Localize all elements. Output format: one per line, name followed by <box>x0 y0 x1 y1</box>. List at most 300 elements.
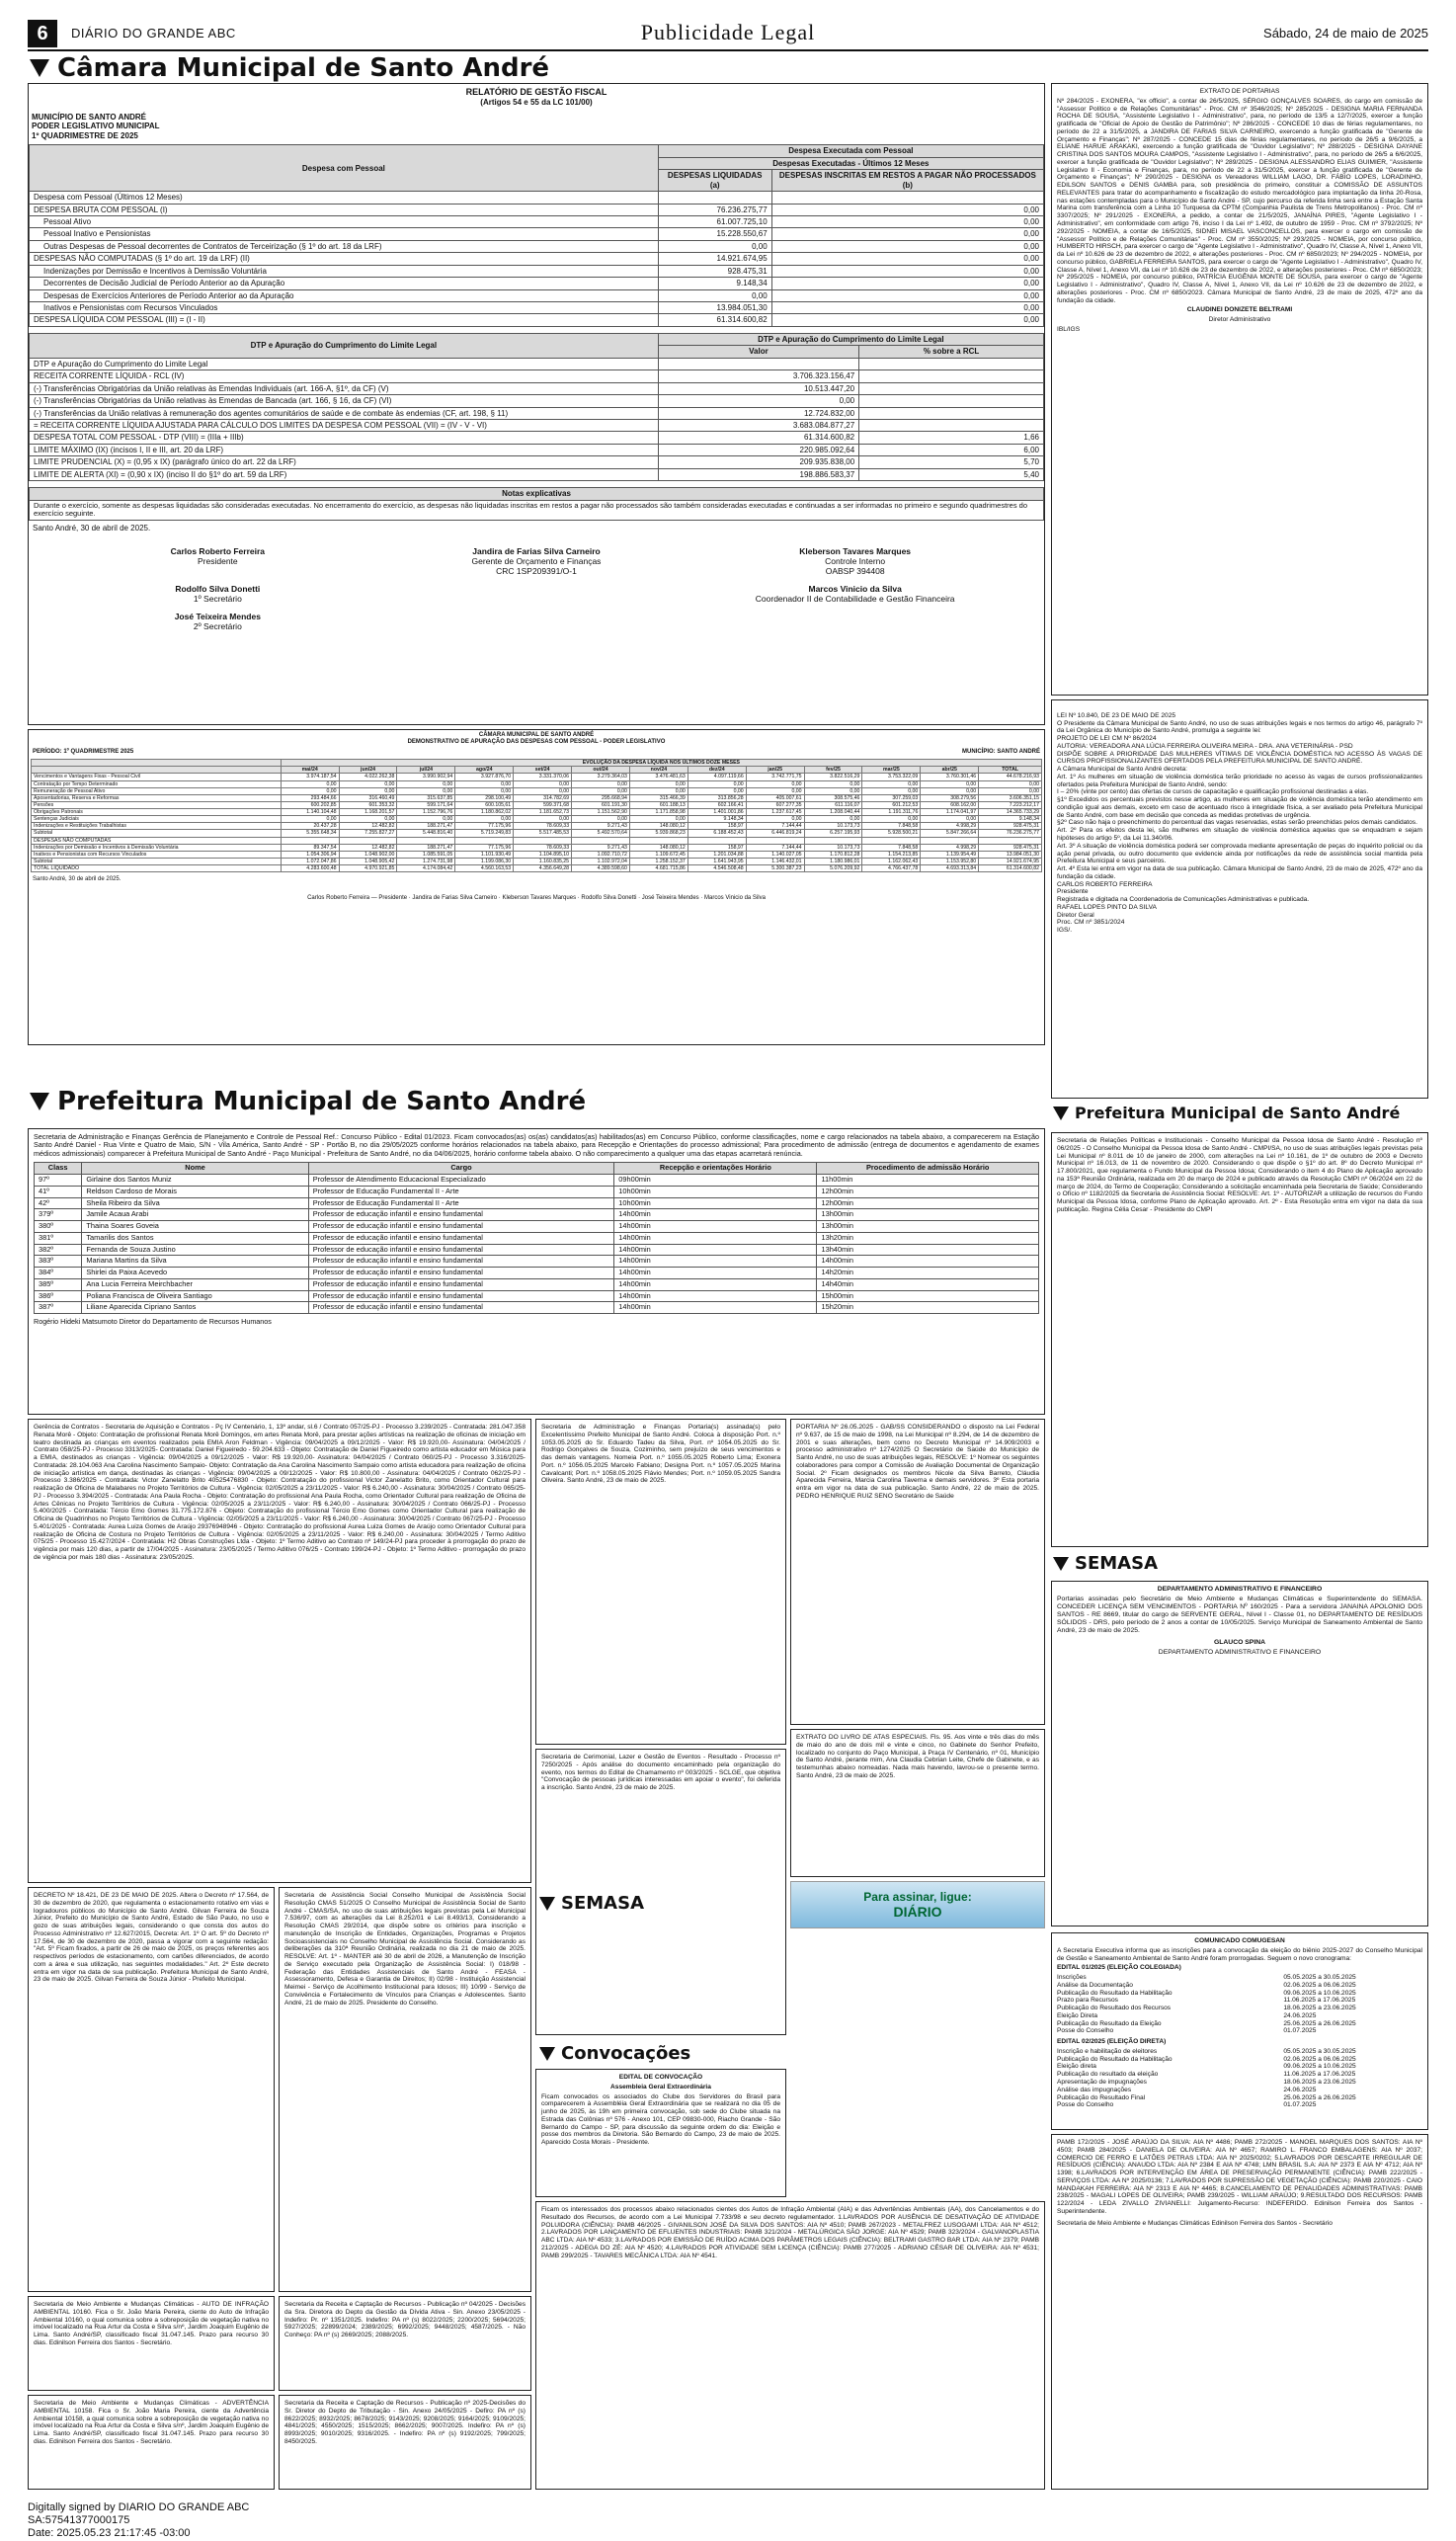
monthly-cell: 78.609,33 <box>514 823 572 830</box>
monthly-cell <box>629 837 688 844</box>
monthly-cell: 1.152.796,76 <box>397 809 455 816</box>
monthly-cell: 1.140.027,05 <box>746 851 804 858</box>
month-head-label <box>32 767 282 774</box>
assistencia-text: Secretaria de Assistência Social Conselho Municipal de Assistência Social Resolução CMAS 51/2025 O Conselho Municipal de Assistência Social de Santo André - CMAS/SA, no uso de suas atribuições legais previstas pela Lei Municipal 7.536/97, com as alterações da Lei 8.252/01 e Lei 8.493/13, Considerando a Resolução CMAS 29/2014, que dispõe sobre os critérios para inscrição e manutenção de Inscrição de Entidades, Organizações, Programas e Projetos Socioassistenciais no Conselho Municipal de Assistência Social. Considerando as deliberações da 310ª Reunião Ordinária, realizada no dia 21 de maio de 2025. RESOLVE: Art. 1º - MANTER até 30 de abril de 2026, a Manutenção de Inscrição de Serviço executado pela Organização de Assistência Social: I) 018/98 - Federação das Entidades Assistenciais de Santo André - FEASA - Assessoramento, Defesa e Garantia de Direitos; II) 02/98 - Instituição Assistencial Meimei - Serviço de Acolhimento Institucional para Idosos; III) 10/99 - Serviço de Convivência e Fortalecimento de Vínculos para Crianças e Adolescentes. Santo André, 21 de maio de 2025. Presidente do Conselho. <box>284 1892 526 2007</box>
monthly-cell: 1.191.311,76 <box>862 809 921 816</box>
month-head: jan/25 <box>746 767 804 774</box>
monthly-cell: 0,00 <box>281 787 339 794</box>
convoc-cell: 14h00min <box>614 1244 817 1256</box>
rgf-row <box>30 215 1044 227</box>
monthly-row-label: Aposentadorias, Reserva e Reformas <box>32 794 282 801</box>
signature-block <box>68 612 367 631</box>
rgf-row <box>30 278 1044 289</box>
monthly-cell: 5.492.570,64 <box>572 830 630 837</box>
monthly-cell: 0,00 <box>455 816 514 823</box>
schedule-row <box>1057 1990 1422 1998</box>
monthly-cell: 5.939.868,23 <box>629 830 688 837</box>
rgf-place-date: Santo André, 30 de abril de 2025. <box>33 524 151 533</box>
rgf-subtitle: (Artigos 54 e 55 da LC 101/00) <box>480 97 593 107</box>
convoc-cell: 386º <box>35 1290 82 1302</box>
month-head: nov/24 <box>629 767 688 774</box>
schedule-date: 09.06.2025 a 10.06.2025 <box>1283 1989 1356 1997</box>
schedule-row <box>1057 2094 1422 2102</box>
monthly-row <box>32 844 1042 851</box>
monthly-cell: 5.928.500,21 <box>862 830 921 837</box>
convoc-cell: 10h00min <box>614 1197 817 1209</box>
monthly-cell: 188.271,47 <box>397 844 455 851</box>
monthly-row <box>32 830 1042 837</box>
monthly-cell: 158,97 <box>688 823 746 830</box>
convoc-cell: 14h00min <box>614 1278 817 1290</box>
convoc-cell: 14h00min <box>614 1221 817 1233</box>
dtp-row-label: (-) Transferências da União relativas à remuneração dos agentes comunitários de saúde e de combate às endemias (CF, art. 198, § 11) <box>30 407 659 419</box>
monthly-cell: 188.271,47 <box>397 823 455 830</box>
convoc-cell: Ana Lucia Ferreira Meirchbacher <box>82 1278 308 1290</box>
convoc-cell: 383º <box>35 1256 82 1268</box>
gerencia-contratos <box>28 1419 531 1883</box>
monthly-row <box>32 823 1042 830</box>
convoc-cell: 385º <box>35 1278 82 1290</box>
rgf-row-restos: 0,00 <box>771 314 1043 326</box>
schedule-row <box>1057 1974 1422 1982</box>
convoc-row <box>35 1197 1039 1209</box>
dtp-row-percent <box>859 370 1044 382</box>
dtp-row-value: 3.683.084.877,27 <box>658 419 858 431</box>
schedule-date: 11.06.2025 a 17.06.2025 <box>1283 1997 1356 2005</box>
signature-role: Coordenador II de Contabilidade e Gestão Financeira <box>755 593 955 604</box>
monthly-cell: 1.641.943,95 <box>688 858 746 864</box>
rgf-row-liquidadas <box>658 192 771 204</box>
monthly-cell: 1.201.034,88 <box>688 851 746 858</box>
assistencia-social <box>279 1887 531 2292</box>
comunicado-comugesan: COMUNICADO COMUGESAN A Secretaria Executiva informa que as inscrições para a convocação da eleição do biênio 2025-2027 do Conselho Municipal de Gestão e Saneamento Ambiental de Santo André foram prorrogadas. Seguem o novo cronograma: EDITAL 01/2025 (ELEIÇÃO COLEGIADA) Inscrições 05.05.2025 a 30.05.2025 Análise da Documentação 02.06.2025 a 06.06.2025 Publicação do Resultado da Habilitação 09.06.2025 a 10.06.2025 Prazo para Recursos 11.06.2025 a 17.06.2025 Publicação do Resultado dos Recursos 18.06.2025 a 23.06.2025 Eleição Direta 24.06.2025 Publicação do Resultado da Eleição 25.06.2025 a 26.06.2025 Posse do Conselho 01.07.2025 EDITAL 02/2025 (ELEIÇÃO DIRETA) Inscrição e habilitação de eleitores 05.05.2025 a 30.05.2025 Publicação do Resultado da Habilitação 02.06.2025 a 06.06.2025 Eleição direta 09.06.2025 a 10.06.2025 Publicação do resultado da eleição 11.06.2025 a 17.06.2025 Apresentação de impugnações 18.06.2025 a 23.06.2025 Análise das impugnações 24.06.2025 Publicação do Resultado Final 25.06.2025 a 26.06.2025 Posse do Conselho 01.07.2025 <box>1051 1932 1428 2130</box>
schedule-date: 11.06.2025 a 17.06.2025 <box>1283 2071 1356 2079</box>
portaria-saude: PORTARIA Nº 26.05.2025 - GAB/SS CONSIDERANDO o disposto na Lei Federal nº 9.637, de 15 de maio de 1998, na Lei Municipal nº 8.294, de 14 de dezembro de 2001 e suas alterações, bem como no Decreto Municipal nº 14.909/2003 e processo administrativo nº 1274/2025 O Secretário de Saúde do Município de Santo André, no uso de suas atribuições legais, RESOLVE: 1º Nomear os seguintes colaboradores para compor a Comissão de Avaliação Documental de Organização Social. 2º Ficam designados os membros Nicole da Silva Barreto, Cláudia Aparecida Ferreira, Marcia Carolina Taverna e demais servidores. 3º Esta portaria entra em vigor na data de sua publicação. Santo André, 22 de maio de 2025. PEDRO HENRIQUE RUIZ SENO Secretário de Saúde <box>790 1419 1045 1725</box>
monthly-cell: 78.609,33 <box>514 844 572 851</box>
convoc-cell: 11h00min <box>817 1175 1039 1187</box>
signature-name: José Teixeira Mendes <box>174 611 261 621</box>
secretaria-financas: Secretaria de Administração e Finanças Portaria(s) assinada(s) pelo Excelentíssimo Prefeito Municipal de Santo André. Coloca à disposição Port. n.º 1053.05.2025 do Sr. Eduardo Tadeu da Silva, Port. nº 1054.05.2025 do Sr. Rodrigo Gonçalves de Souza, Coziminho, sem prejuízo de seus vencimentos e das demais vantagens. Nomeia Port. n.º 1055.05.2025 Roberto Lima; Exonera Port. n.º 1056.05.2025 Marcelo Fabiano; Designa Port. n.º 1057.05.2025 Marina Cavalcanti; Port. n.º 1058.05.2025 Flávio Mendes; Port. n.º 1059.05.2025 Sandra Oliveira. Santo André, 23 de maio de 2025. <box>535 1419 786 1745</box>
monthly-cell: 7.144,44 <box>746 844 804 851</box>
dtp-row-percent: 5,70 <box>859 456 1044 468</box>
schedule-date: 05.05.2025 a 30.05.2025 <box>1283 1974 1356 1982</box>
convoc-row <box>35 1209 1039 1221</box>
monthly-cell: 315.637,85 <box>397 794 455 801</box>
monthly-cell: 0,00 <box>804 787 862 794</box>
convoc-cell: 09h00min <box>614 1175 817 1187</box>
schedule-step: Posse do Conselho <box>1057 2101 1114 2109</box>
page-header <box>28 14 1428 51</box>
monthly-cell: 4.693.313,84 <box>921 865 979 872</box>
triangle-bullet-icon <box>539 2047 555 2061</box>
monthly-cell: 611.116,07 <box>804 801 862 808</box>
monthly-cell: 0,00 <box>397 780 455 787</box>
rgf-row-restos: 0,00 <box>771 289 1043 301</box>
convoc-cell: 42º <box>35 1197 82 1209</box>
dtp-row-label: LIMITE PRUDENCIAL (X) = (0,95 x IX) (parágrafo único do art. 22 da LRF) <box>30 456 659 468</box>
monthly-cell: 89.347,54 <box>281 844 339 851</box>
monthly-row-label: Remuneração de Pessoal Ativo <box>32 787 282 794</box>
monthly-cell: 76.236.275,77 <box>979 830 1042 837</box>
convoc-cell: Reldson Cardoso de Morais <box>82 1186 308 1197</box>
dtp-row-percent <box>859 358 1044 369</box>
dtp-row-percent <box>859 395 1044 407</box>
monthly-cell: 0,00 <box>746 787 804 794</box>
monthly-cell: 0,00 <box>979 787 1042 794</box>
monthly-cell: 14.921.674,95 <box>979 858 1042 864</box>
schedule-row <box>1057 2005 1422 2012</box>
convoc-cell: 12h00min <box>817 1186 1039 1197</box>
rgf-row-label: Decorrentes de Decisão Judicial de Período Anterior ao da Apuração <box>30 278 659 289</box>
monthly-cell: 0,00 <box>514 780 572 787</box>
monthly-cell: 148.080,12 <box>629 844 688 851</box>
prefeitura-section-title: Prefeitura Municipal de Santo André <box>30 1087 586 1117</box>
monthly-cell: 601.188,13 <box>629 801 688 808</box>
dtp-row-value: 10.513.447,20 <box>658 382 858 394</box>
signature-name: Jandira de Farias Silva Carneiro <box>472 545 601 556</box>
monthly-cell: 44.678.216,93 <box>979 774 1042 780</box>
convoc-cell: Professor de educação infantil e ensino fundamental <box>308 1302 614 1314</box>
dtp-row-value: 61.314.600,82 <box>658 432 858 444</box>
schedule-step: Eleição direta <box>1057 2063 1096 2071</box>
dtp-row-label: LIMITE MÁXIMO (IX) (incisos I, II e III, art. 20 da LRF) <box>30 444 659 455</box>
monthly-place-date: Santo André, 30 de abril de 2025. <box>33 876 121 883</box>
monthly-cell: 314.782,69 <box>514 794 572 801</box>
convoc-cell: Professor de educação infantil e ensino fundamental <box>308 1232 614 1244</box>
decreto-text: DECRETO Nº 18.421, DE 23 DE MAIO DE 2025. Altera o Decreto nº 17.564, de 30 de dezembro de 2020, que regulamenta o estacionamento rotativo em vias e logradouros públicos do Município de Santo André. Gilvan Ferreira de Souza Júnior, Prefeito do Município de Santo André, Estado de São Paulo, no uso e gozo de suas atribuições legais, considerando o que consta dos autos do Processo Administrativo nº 12.627/2015, Decreta: Art. 1º O art. 5º do Decreto nº 17.564, de 30 de dezembro de 2020, passa a vigorar com a seguinte redação: "Art. 5º Ficam fixados, a partir de 26 de maio de 2025, os preços referentes aos respectivos períodos de estacionamento, com cartões diferenciados, de acordo com a área e sua utilização, nas seguintes modalidades." Art. 2º Este decreto entra em vigor na data de sua publicação. Prefeitura Municipal de Santo André, 23 de maio de 2025. Gilvan Ferreira de Souza Júnior - Prefeito Municipal. <box>34 1892 269 1984</box>
monthly-row-label: DESPESAS NÃO COMPUTADAS <box>32 837 282 844</box>
schedule-date: 18.06.2025 a 23.06.2025 <box>1283 2079 1356 2087</box>
schedule-step: Publicação do Resultado da Habilitação <box>1057 1989 1173 1997</box>
schedule-row <box>1057 2087 1422 2094</box>
monthly-cell: 9.148,34 <box>979 816 1042 823</box>
monthly-cell: 0,00 <box>862 816 921 823</box>
monthly-cell: 4.283.600,48 <box>281 865 339 872</box>
convocacoes-title: Convocações <box>539 2043 690 2064</box>
month-head: ago/24 <box>455 767 514 774</box>
rgf-row-liquidadas: 61.314.600,82 <box>658 314 771 326</box>
dtp-row-percent <box>859 407 1044 419</box>
dtp-row-percent <box>859 419 1044 431</box>
dtp-row <box>30 370 1044 382</box>
monthly-row-label: Obrigações Patronais <box>32 809 282 816</box>
convoc-cell: 13h00min <box>817 1221 1039 1233</box>
convoc-cell: 380º <box>35 1221 82 1233</box>
monthly-cell: 1.139.954,49 <box>921 851 979 858</box>
month-head: TOTAL <box>979 767 1042 774</box>
monthly-cell: 1.181.652,73 <box>514 809 572 816</box>
convocacao-table <box>34 1162 1039 1314</box>
extrato-title: EXTRATO DE PORTARIAS <box>1199 88 1280 95</box>
monthly-cell: 3.760.301,46 <box>921 774 979 780</box>
monthly-cell: 298.100,49 <box>455 794 514 801</box>
monthly-cell: 20.437,28 <box>281 823 339 830</box>
monthly-cell: 1.054.306,94 <box>281 851 339 858</box>
convoc-cell: Poliana Francisca de Oliveira Santiago <box>82 1290 308 1302</box>
month-head: fev/25 <box>804 767 862 774</box>
schedule-row <box>1057 2079 1422 2087</box>
extrato-text: Nº 284/2025 - EXONERA, "ex officio", a contar de 26/5/2025, SÉRGIO GONÇALVES SOARES, do cargo em comissão de "Assessor Político e de Relações Comunitárias" - Proc. CM nº 3546/2025; Nº 285/2025 - DESIGNA MARIA FERNANDA ROCHA DE SOUSA, "Assistente Legislativo I - Administrativo", para, no período de 13/5 a 12/7/2025, exercer a função gratificada de "Oficial de Apoio de Gestão de Patrimônio"; Nº 286/2025 - CONCEDE 10 dias de férias regulamentares, no período de 22 a 31/5/2025, a JANDIRA DE FARIAS SILVA CARNEIRO, exercendo a função gratificada de "Gerente de Orçamento e Finanças"; Nº 287/2025 - CONCEDE 15 dias de férias regulamentares, no período de 26/5 a 9/6/2025, a ELIANE HARUE ARAKAKI, exercendo a função gratificada de "Ouvidor Legislativo"; Nº 288/2025 - DESIGNA DAYANE CRISTINA DOS SANTOS MOURA CAMPOS, "Assistente Legislativo I - Administrativo", para, no período de 26/5 a 6/6/2025, exercer a função gratificada de "Ouvidor Legislativo"; Nº 289/2025 - DESIGNA ALESSANDRO ELIAS GUIMIER, "Assistente Legislativo II - Economia e Finanças, para, no período de 22 a 31/5/2025, exercer a função gratificada de "Gerente de Orçamento e Finanças"; Nº 290/2025 - DESIGNA os Vereadores WILLIAM LAGO, DR. FÁBIO LOPES, LORADINHO, EDILSON SANTOS e DENIS GAMBA para, sob presidência do primeiro, constituir a COMISSÃO DE ASSUNTOS RELEVANTES para tratar do acompanhamento e fiscalização do estudo mercadológico para implantação da linha 20-Rosa, nas estações contempladas para o Município de Santo André - SP, cujo percurso da referida linha será entre a Estação Santa Marina com transferência com a Linha 10 Turquesa da CPTM (Companhia Paulista de Trens Metropolitanos) - Proc. CM nº 3307/2025; Nº 291/2025 - EXONERA, a pedido, a contar de 21/5/2025, JANAÍNA PIRES, "Agente Legislativo I - Administrativo", em conformidade com artigo 76, inciso I da Lei nº 1.492, de outubro de 1959 - Proc. CM nº 3792/2025; Nº 292/2025 - NOMEIA, a contar de 16/5/2025, SIDNEI MISAEL VASCONCELLOS, para exercer o cargo em comissão de "Assessor Político e de Relações Comunitárias" - Proc. CM nº 3550/2025; Nº 293/2025 - NOMEIA, por concurso público, HUMBERTO HIRSCH, para exercer o cargo de "Agente Legislativo I - Administrativo", Quadro IV, Classe A, Nível 1, Anexo VII, da Lei nº 10.626 de 23 de dezembro de 2022, e alterações posteriores - Proc. CM nº 6850/2023; Nº 294/2025 - NOMEIA, por concurso público, GABRIELA FERREIRA SANTOS, para exercer o cargo de "Agente Legislativo I - Administrativo", Quadro IV, Classe A, Nível 1, Anexo VII, da Lei nº 10.626 de 23 de dezembro de 2022, e alterações posteriores - Proc. CM nº 6850/2023; Nº 295/2025 - NOMEIA, por concurso público, PATRÍCIA EUGÊNIA MONTE DE SOUSA, para exercer o cargo de "Agente Legislativo I - Administrativo", Quadro IV, Classe A, Nível 1, Anexo VII, da Lei nº 10.626 de 23 de dezembro de 2022, e alterações posteriores - Proc. CM nº 6850/2023. Câmara Municipal de Santo André, 23 de maio de 2025, 472º ano da fundação da cidade. <box>1057 97 1422 304</box>
convoc-row <box>35 1302 1039 1314</box>
rgf-row-label: DESPESAS NÃO COMPUTADAS (§ 1º do art. 19 da LRF) (II) <box>30 253 659 265</box>
monthly-signatures: Carlos Roberto Ferreira — Presidente · Jandira de Farias Silva Carneiro · Kleberson Tavares Marques · Rodolfo Silva Donetti · José Teixeira Mendes · Marcos Vinicio da Silva <box>307 895 766 902</box>
receita-publicacao-1: Secretaria da Receita e Captação de Recursos - Publicação nº 04/2025 - Decisões da Sra. Diretora do Depto da Gestão da Dívida Ativa - Sin. Anexo 23/05/2025 - Indefiro: Pr. nº 1351/2025. Indefiro: PA nº (s) 8022/2025; 2200/2025; 5694/2025; 5927/2025; 22899/2024; 2389/2025; 6992/2025; 9448/2025; 4587/2025. - Não Conheço: PA nº (s) 2669/2025; 2088/2025. <box>279 2296 531 2391</box>
monthly-cell: 0,00 <box>746 816 804 823</box>
monthly-cell: 0,00 <box>514 816 572 823</box>
monthly-cell: 316.460,49 <box>339 794 397 801</box>
monthly-cell: 10.173,73 <box>804 844 862 851</box>
right-prefeitura-title: Prefeitura Municipal de Santo André <box>1053 1105 1400 1123</box>
triangle-bullet-icon <box>1053 1557 1069 1571</box>
convoc-col-head: Cargo <box>308 1163 614 1175</box>
monthly-cell: 4.681.715,86 <box>629 865 688 872</box>
monthly-cell <box>746 837 804 844</box>
monthly-cell: 599.371,68 <box>514 801 572 808</box>
signature-role: Gerente de Orçamento e Finanças CRC 1SP209391/O-1 <box>471 555 602 576</box>
convoc-col-head: Procedimento de admissão Horário <box>817 1163 1039 1175</box>
convoc-cell: 14h00min <box>817 1256 1039 1268</box>
signature-role: Controle Interno OABSP 394408 <box>825 555 886 576</box>
signature-block <box>68 546 367 576</box>
convoc-col-head: Recepção e orientações Horário <box>614 1163 817 1175</box>
monthly-cell: 3.331.370,06 <box>514 774 572 780</box>
schedule-step: Publicação do resultado da eleição <box>1057 2071 1159 2079</box>
edital-convocacao: EDITAL DE CONVOCAÇÃO Assembleia Geral Extraordinária Ficam convocados os associados do Clube dos Servidores do Brasil para comparecerem à Assembléia Geral Extraordinária que se realizará no dia 05 de junho de 2025, às 19h em primeira convocação, sob sede do Clube situada na Estrada das Colônias nº 576 - Anexo 101, CEP 09830-000, Riacho Grande - São Bernardo do Campo - SP, para discussão da seguinte ordem do dia: Eleição e posse dos membros da Diretoria. São Bernardo do Campo, 23 de maio de 2025. Aparecido Costa Morais - Presidente. <box>535 2069 786 2197</box>
convoc-cell: Girlaine dos Santos Muniz <box>82 1175 308 1187</box>
monthly-row-label: Indenizações por Demissão e Incentivos à Demissão Voluntária <box>32 844 282 851</box>
rgf-expense-rows <box>30 192 1044 327</box>
monthly-cell: 0,00 <box>862 780 921 787</box>
convoc-col-head: Class <box>35 1163 82 1175</box>
monthly-cell: 3.753.322,09 <box>862 774 921 780</box>
monthly-cell: 1.162.062,43 <box>862 858 921 864</box>
monthly-cell: 0,00 <box>397 787 455 794</box>
rgf-row-restos: 0,00 <box>771 228 1043 240</box>
monthly-cell: 3.990.902,94 <box>397 774 455 780</box>
dtp-row-value <box>658 358 858 369</box>
semasa-title: SEMASA <box>539 1893 644 1914</box>
signature-name: Kleberson Tavares Marques <box>799 545 912 556</box>
dtp-row-label: RECEITA CORRENTE LÍQUIDA - RCL (IV) <box>30 370 659 382</box>
convoc-col-head: Nome <box>82 1163 308 1175</box>
schedule-step: Análise das impugnações <box>1057 2086 1132 2093</box>
convoc-cell: 13h00min <box>817 1209 1039 1221</box>
monthly-row <box>32 858 1042 864</box>
convoc-cell: 13h40min <box>817 1244 1039 1256</box>
monthly-row-label: Vencimentos e Vantagens Fixas - Pessoal Civil <box>32 774 282 780</box>
convoc-cell: 14h00min <box>614 1209 817 1221</box>
monthly-cell: 0,00 <box>804 816 862 823</box>
rgf-report <box>28 83 1045 725</box>
monthly-cell: 3.279.364,03 <box>572 774 630 780</box>
triangle-bullet-icon <box>1053 1107 1069 1120</box>
monthly-row-label: Subtotal <box>32 858 282 864</box>
monthly-cell: 0,00 <box>921 780 979 787</box>
convoc-row <box>35 1232 1039 1244</box>
schedule-date: 02.06.2025 a 06.06.2025 <box>1283 2055 1356 2063</box>
convoc-cell: Professor de educação infantil e ensino fundamental <box>308 1268 614 1279</box>
monthly-cell: 4.022.262,38 <box>339 774 397 780</box>
schedule-row <box>1057 2048 1422 2056</box>
right-semasa-title: SEMASA <box>1053 1553 1158 1574</box>
monthly-row <box>32 780 1042 787</box>
monthly-cell: 0,00 <box>455 787 514 794</box>
convoc-cell: Mariana Martins da Silva <box>82 1256 308 1268</box>
rgf-row-label: Despesas de Exercícios Anteriores de Período Anterior ao da Apuração <box>30 289 659 301</box>
schedule-step: Publicação do Resultado dos Recursos <box>1057 2005 1172 2012</box>
monthly-cell: 3.974.187,54 <box>281 774 339 780</box>
convoc-cell: Jamile Acaua Arabi <box>82 1209 308 1221</box>
monthly-cell: 1.153.952,80 <box>921 858 979 864</box>
rgf-expense-table: Despesa com Pessoal Despesa Executada com Pessoal Despesas Executadas - Últimos 12 Meses DESPESAS LIQUIDADAS (a) DESPESAS INSCRITAS EM RESTOS A PAGAR NÃO PROCESSADOS (b) Despesa com Pessoal (Últimos 12 Meses) DESPESA BRUTA COM PESSOAL (I) 76.236.275,77 0,00 Pessoal Ativo 61.007.725,10 0,00 Pessoal Inativo e Pensionistas 15.228.550,67 0,00 Outras Despesas de Pessoal decorrentes de Contratos de Terceirização (§ 1º do art. 18 da LRF) 0,00 0,00 DESPESAS NÃO COMPUTADAS (§ 1º do art. 19 da LRF) (II) 14.921.674,95 0,00 Indenizações por Demissão e Incentivos à Demissão Voluntária 928.475,31 0,00 Decorrentes de Decisão Judicial de Período Anterior ao da Apuração 9.148,34 0,00 Despesas de Exercícios Anteriores de Período Anterior ao da Apuração 0,00 0,00 Inativos e Pensionistas com Recursos Vinculados 13.984.051,30 0,00 DESPESA LÍQUIDA COM PESSOAL (III) = (I - II) 61.314.600,82 0,00 <box>29 144 1044 327</box>
rgf-row <box>30 192 1044 204</box>
advertencia-10158: Secretaria de Meio Ambiente e Mudanças Climáticas - ADVERTÊNCIA AMBIENTAL 10158. Fica o Sr. João Maria Pereira, ciente da Advertência Ambiental 10158, a qual comunica sobre a sobreposição de vegetação nativa no imóvel localizado na Rua Artur da Costa e Silva s/nº, Jardim Joaquim Eugênio de Lima. Santo André/SP, classificado fiscal 31.047.145. Prazo para recurso 30 dias. Edinilson Ferreira dos Santos - Secretário. <box>28 2395 275 2490</box>
monthly-cell: 7.255.827,27 <box>339 830 397 837</box>
rgf-row-liquidadas: 61.007.725,10 <box>658 215 771 227</box>
monthly-cell <box>455 837 514 844</box>
rgf-dtp-table: DTP e Apuração do Cumprimento do Limite Legal DTP e Apuração do Cumprimento do Limite Legal Valor % sobre a RCL DTP e Apuração do Cumprimento do Limite Legal RECEITA CORRENTE LÍQUIDA - RCL (IV) 3.706.323.156,47 (-) Transferências Obrigatórias da União relativas às Emendas Individuais (art. 166-A, §1º, da CF) (V) 10.513.447,20 (-) Transferências Obrigatórias da União relativas às Emendas de Bancada (art. 166, § 16, da CF) (VI) 0,00 (-) Transferências da União relativas à remuneração dos agentes comunitários de saúde e de combate às endemias (CF, art. 198, § 11) 12.724.832,00 = RECEITA CORRENTE LÍQUIDA AJUSTADA PARA CÁLCULO DOS LIMITES DA DESPESA COM PESSOAL (VII) = (IV - V - VI) 3.683.084.877,27 DESPESA TOTAL COM PESSOAL - DTP (VIII) = (IIIa + IIIb) 61.314.600,82 1,66 LIMITE MÁXIMO (IX) (incisos I, II e III, art. 20 da LRF) 220.985.092,64 6,00 LIMITE PRUDENCIAL (X) = (0,95 x IX) (parágrafo único do art. 22 da LRF) 209.935.838,00 5,70 LIMITE DE ALERTA (XI) = (0,90 x IX) (inciso II do §1º do art. 59 da LRF) 198.886.583,37 5,40 <box>29 333 1044 481</box>
monthly-cell: 308.279,56 <box>921 794 979 801</box>
monthly-cell: 3.476.481,63 <box>629 774 688 780</box>
dtp-row <box>30 358 1044 369</box>
monthly-cell: 602.166,41 <box>688 801 746 808</box>
convoc-row <box>35 1268 1039 1279</box>
month-head: jul/24 <box>397 767 455 774</box>
convoc-cell: 13h20min <box>817 1232 1039 1244</box>
schedule-row <box>1057 2012 1422 2020</box>
monthly-cell: 601.353,32 <box>339 801 397 808</box>
rgf-row <box>30 314 1044 326</box>
monthly-cell: 0,00 <box>979 780 1042 787</box>
dtp-row-value: 209.935.838,00 <box>658 456 858 468</box>
extrato-initials: IBL/IGS <box>1057 325 1081 333</box>
month-head: mar/25 <box>862 767 921 774</box>
pamb-list: PAMB 172/2025 - JOSÉ ARAÚJO DA SILVA: AIA Nº 4486; PAMB 272/2025 - MANOEL MARQUES DOS SANTOS: AIA Nº 4503; PAMB 284/2025 - DANIELA DE OLIVEIRA: AIA Nº 4657; RAMIRO L. FRANCO EMBALAGENS: AIA Nº 2037; COMERCIO DE FERRO E LATÕES PETRAS LTDA: AIA Nº 2025/0202; 5.LAVRADOS POR DESCARTE IRREGULAR DE RESÍDUOS (CIÊNCIA): ANAUDO LTDA: AIA Nº 2384 E AIA Nº 4748; LMN BRASIL S.A: AIA Nº 2373 E AIA Nº 4712; AIA Nº 1398; 6.LAVRADOS POR INTERVENÇÃO EM ÁREA DE PRESERVAÇÃO PERMANENTE (CIÊNCIA): PAMB 222/2025 - SERVIÇOS LTDA: AA Nº 2025/0136; 7.LAVRADOS POR SUPRESSÃO DE VEGETAÇÃO (CIÊNCIA): PAMB 220/2025 - CAIO MANDAKAH FERREIRA: AIA Nº 2313 E AIA Nº 4465; 8.CANCELAMENTO DE PENALIDADES ADMINISTRATIVAS: PAMB 238/2025 - MAGALI LOPES DE OLIVEIRA; PAMB 239/2025 - WILLIAM ARAÚJO; 9.RESULTADO DOS RECURSOS: PAMB 122/2024 - LEDA ZIVALLO ZIVIANELLI: Julgamento-Recurso: INDEFERIDO. Edinilson Ferreira dos Santos - Superintendente. Secretaria de Meio Ambiente e Mudanças Climáticas Edinilson Ferreira dos Santos - Secretário <box>1051 2134 1428 2490</box>
schedule-date: 01.07.2025 <box>1283 2101 1317 2109</box>
monthly-cell: 1.174.041,97 <box>921 809 979 816</box>
signature-role: Presidente <box>198 555 238 566</box>
convoc-cell: 12h00min <box>817 1197 1039 1209</box>
receita-publicacao-2: Secretaria da Receita e Captação de Recursos - Publicação nº 2025-Decisões do Sr. Diretor do Depto de Tributação - Sin. Anexo 24/05/2025 - Defiro: PA nº (s) 8622/2025; 8932/2025; 8678/2025; 9143/2025; 9208/2025; 9164/2025; 9109/2025; 4841/2025; 4550/2025; 1515/2025; 8662/2025; 9007/2025. Indefiro: PA nº (s) 8993/2025; 9010/2025; 9316/2025. - Indefiro: PA nº (s) 9192/2025; 799/2025; 8450/2025. <box>279 2395 531 2490</box>
month-head: mai/24 <box>281 767 339 774</box>
monthly-cell: 1.170.812,28 <box>804 851 862 858</box>
monthly-cell: 5.719.249,83 <box>455 830 514 837</box>
monthly-cell: 1.168.201,57 <box>339 809 397 816</box>
monthly-cell: 0,00 <box>688 787 746 794</box>
section-name: Publicidade Legal <box>640 20 816 44</box>
convoc-cell: 14h00min <box>614 1302 817 1314</box>
monthly-cell: 0,00 <box>339 787 397 794</box>
monthly-cell: 4.970.921,85 <box>339 865 397 872</box>
monthly-cell: 5.847.266,64 <box>921 830 979 837</box>
monthly-cell <box>921 837 979 844</box>
dtp-row-value: 198.886.583,37 <box>658 468 858 480</box>
convocacao-text: Secretaria de Administração e Finanças Gerência de Planejamento e Controle de Pessoal Ref.: Concurso Público - Edital 01/2023. Ficam convocados(as) os(as) candidatos(as) habilitados(as) em Concurso Público, conforme classificações, nome e cargo relacionados na tabela abaixo, a comparecerem na Estação Santo André Daniel - Rua Vinte e Quatro de Maio, S/N - Vila América, Santo André - SP - Portão B, no dia 29/05/2025 conforme horários relacionados na tabela abaixo, para Recepção e Orientações do processo admissional; Para procedimento de admissão (entrega de documentos e agendamento de exames médicos admissionais) comparecer à Prefeitura Municipal de Santo André - Paço Municipal - Prefeitura de Santo André, no dia 04/06/2025, horário conforme tabela abaixo. O não comparecimento a qualquer uma das etapas acarretará renúncia. <box>34 1132 1039 1158</box>
monthly-cell: 5.355.648,34 <box>281 830 339 837</box>
monthly-cell: 1.208.040,44 <box>804 809 862 816</box>
month-head: set/24 <box>514 767 572 774</box>
dtp-row <box>30 468 1044 480</box>
monthly-cell: 307.259,03 <box>862 794 921 801</box>
monthly-cell: 13.984.051,30 <box>979 851 1042 858</box>
monthly-row <box>32 865 1042 872</box>
monthly-cell: 3.927.876,70 <box>455 774 514 780</box>
monthly-cell: 4.546.508,48 <box>688 865 746 872</box>
schedule-edital-1 <box>1057 1974 1422 2035</box>
camara-section-title: Câmara Municipal de Santo André <box>30 53 549 84</box>
page-number: 6 <box>28 20 57 47</box>
convoc-cell: Shirlei da Paixa Acevedo <box>82 1268 308 1279</box>
ceremonial: Secretaria de Cerimonial, Lazer e Gestão de Eventos - Resultado - Processo nº 7250/2025 - Após análise do documento encaminhado pela organização do evento, nos termos do Edital de Chamamento nº 003/2025 - SCLGE, que objetiva "Convocação de pessoas jurídicas interessadas em apoiar o evento", foi deferida a inscrição. Santo André, 23 de maio de 2025. <box>535 1749 786 2035</box>
rgf-row <box>30 253 1044 265</box>
extrato-atas-especiais: EXTRATO DO LIVRO DE ATAS ESPECIAIS. Fls. 95. Aos vinte e três dias do mês de maio do ano de dois mil e vinte e cinco, no Gabinete do Senhor Prefeito, localizado no conjunto do Paço Municipal, à Praça IV Centenário, nº 01, Município de Santo André, perante mim, Ana Claudia Cebrian Leite, Chefe de Gabinete, e as testemunhas abaixo nomeadas. Nada mais havendo, lavrou-se o presente termo. Santo André, 23 de maio de 2025. <box>790 1729 1045 1877</box>
dtp-row-value: 0,00 <box>658 395 858 407</box>
monthly-cell <box>397 837 455 844</box>
schedule-date: 24.06.2025 <box>1283 2011 1317 2019</box>
rgf-entity-block: MUNICÍPIO DE SANTO ANDRÉ PODER LEGISLATIVO MUNICIPAL 1º QUADRIMESTRE DE 2025 <box>32 113 160 140</box>
convoc-cell: 382º <box>35 1244 82 1256</box>
monthly-row <box>32 794 1042 801</box>
monthly-cell <box>804 837 862 844</box>
monthly-cell: 0,00 <box>921 816 979 823</box>
monthly-cell: 1.048.902,00 <box>339 851 397 858</box>
monthly-cell: 7.848,58 <box>862 823 921 830</box>
month-head: dez/24 <box>688 767 746 774</box>
monthly-cell: 4.356.649,28 <box>514 865 572 872</box>
monthly-cell: 6.257.195,93 <box>804 830 862 837</box>
rgf-row-liquidadas: 9.148,34 <box>658 278 771 289</box>
monthly-cell: 0,00 <box>688 780 746 787</box>
monthly-cell <box>862 837 921 844</box>
convoc-cell: 387º <box>35 1302 82 1314</box>
extrato-sign-role: Diretor Administrativo <box>1208 316 1271 324</box>
monthly-cell: 12.482,82 <box>339 844 397 851</box>
monthly-row <box>32 837 1042 844</box>
monthly-cell: 1.258.152,37 <box>629 858 688 864</box>
monthly-cell: 6.446.819,24 <box>746 830 804 837</box>
monthly-cell: 61.314.600,82 <box>979 865 1042 872</box>
signature-block <box>387 584 687 604</box>
rgf-row-liquidadas: 13.984.051,30 <box>658 302 771 314</box>
rgf-row <box>30 240 1044 252</box>
monthly-cell <box>514 837 572 844</box>
signature-name: Rodolfo Silva Donetti <box>175 583 261 594</box>
rgf-row-label: Inativos e Pensionistas com Recursos Vinculados <box>30 302 659 314</box>
month-head: abr/25 <box>921 767 979 774</box>
convoc-cell: 97º <box>35 1175 82 1187</box>
convoc-cell: Liliane Aparecida Cipriano Santos <box>82 1302 308 1314</box>
monthly-cell: 293.484,66 <box>281 794 339 801</box>
convoc-cell: 14h00min <box>614 1268 817 1279</box>
monthly-cell: 313.856,28 <box>688 794 746 801</box>
monthly-cell: 1.102.972,04 <box>572 858 630 864</box>
subscription-ad: Para assinar, ligue: DIÁRIO <box>790 1881 1045 1928</box>
schedule-row <box>1057 2056 1422 2064</box>
depto-administrativo: DEPARTAMENTO ADMINISTRATIVO E FINANCEIRO Portarias assinadas pelo Secretário de Meio Ambiente e Mudanças Climáticas e Superintendente do SEMASA. CONCEDER LICENÇA SEM VENCIMENTOS - PORTARIA Nº 160/2025 - Para a servidora JANAINA APOLONIO DOS SANTOS - RE 8669, titular do cargo de SERVENTE GERAL, Nível I - Classe 01, no DEPARTAMENTO DE RESÍDUOS SÓLIDOS - DRS, pelo período de 2 anos a contar de 10/05/2025. Serviço Municipal de Saneamento Ambiental de Santo André, 23 de maio de 2025. GLAUCO SPINA DEPARTAMENTO ADMINISTRATIVO E FINANCEIRO <box>1051 1581 1428 1926</box>
monthly-table: EVOLUÇÃO DA DESPESA LÍQUIDA NOS ÚLTIMOS DOZE MESES mai/24 jun/24 jul/24 ago/24 set/24 out/24 nov/24 dez/24 jan/25 fev/25 mar/25 abr/25 TOTAL Vencimentos e Vantagens Fixas - Pessoal Civil 3.974.187,54 4.022.262,38 3.990.902,94 3.927.876,70 3.331.370,06 3.279.364,03 3.476.481,63 4.097.119,66 3.742.771,75 3.822.516,29 3.753.322,09 3.760.301,46 44.678.216,93 Contratação por Tempo Determinado 0,00 0,00 0,00 0,00 0,00 0,00 0,00 0,00 0,00 0,00 0,00 0,00 0,00 Remuneração de Pessoal Ativo 0,00 0,00 0,00 0,00 0,00 0,00 0,00 0,00 0,00 0,00 0,00 0,00 0,00 Aposentadorias, Reserva e Reformas 293.484,66 316.460,49 315.637,85 298.100,49 314.782,69 295.668,94 315.466,39 313.856,28 405.007,61 308.575,46 307.259,03 308.279,56 3.606.351,15 Pensões 600.202,85 601.353,32 599.171,64 600.105,61 599.371,68 601.191,30 601.188,13 602.166,41 607.277,35 611.116,07 601.212,53 608.162,00 7.223.212,17 Obrigações Patronais 1.140.104,48 1.168.201,57 1.152.796,76 1.180.862,02 1.181.652,73 1.151.562,90 1.171.858,98 1.401.001,86 1.237.617,45 1.208.040,44 1.191.311,76 1.174.041,97 14.365.733,29 Sentenças Judiciais 0,00 0,00 0,00 0,00 0,00 0,00 0,00 9.148,34 0,00 0,00 0,00 0,00 9.148,34 Indenizações e Restituições Trabalhistas 20.437,28 12.482,82 188.271,47 77.175,96 78.609,33 9.271,43 148.080,12 158,97 7.144,44 10.173,73 7.848,58 4.998,29 928.475,31 Subtotal 5.355.648,34 7.255.827,27 5.448.816,40 5.719.249,83 5.517.485,53 5.492.570,64 5.939.868,23 6.188.452,43 6.446.819,24 6.257.195,93 5.928.500,21 5.847.266,64 76.236.275,77 DESPESAS NÃO COMPUTADAS Indenizações por Demissão e Incentivos à Demissão Voluntária 89.347,54 12.482,82 188.271,47 77.175,96 78.609,33 9.271,43 148.080,12 158,97 7.144,44 10.173,73 7.848,58 4.998,29 928.475,31 Inativos e Pensionistas com Recursos Vinculados 1.054.306,94 1.048.902,00 1.085.591,05 1.101.930,49 1.104.895,10 1.092.710,72 1.109.672,45 1.201.034,88 1.140.027,05 1.170.812,28 1.154.213,85 1.139.954,49 13.984.051,30 Subtotal 1.072.047,86 1.048.905,42 1.274.731,98 1.199.086,30 1.160.835,25 1.102.972,04 1.258.152,37 1.641.943,95 1.146.432,01 1.180.986,01 1.162.062,43 1.153.952,80 14.921.674,95 TOTAL LIQUIDADO 4.283.600,48 4.970.921,85 4.174.084,42 4.560.163,53 4.356.649,28 4.389.598,60 4.681.715,86 4.546.508,48 5.300.387,23 5.076.209,92 4.766.437,78 4.693.313,84 61.314.600,82 <box>31 759 1042 872</box>
monthly-cell: 0,00 <box>339 816 397 823</box>
monthly-cell: 1.237.617,45 <box>746 809 804 816</box>
schedule-step: Publicação do Resultado da Eleição <box>1057 2019 1162 2027</box>
monthly-cell: 0,00 <box>339 780 397 787</box>
convocacao-concurso <box>28 1128 1045 1415</box>
monthly-cell: 5.517.485,53 <box>514 830 572 837</box>
monthly-cell: 608.162,00 <box>921 801 979 808</box>
monthly-row <box>32 787 1042 794</box>
monthly-cell: 600.202,85 <box>281 801 339 808</box>
dtp-row-value: 3.706.323.156,47 <box>658 370 858 382</box>
rgf-row-liquidadas: 0,00 <box>658 240 771 252</box>
